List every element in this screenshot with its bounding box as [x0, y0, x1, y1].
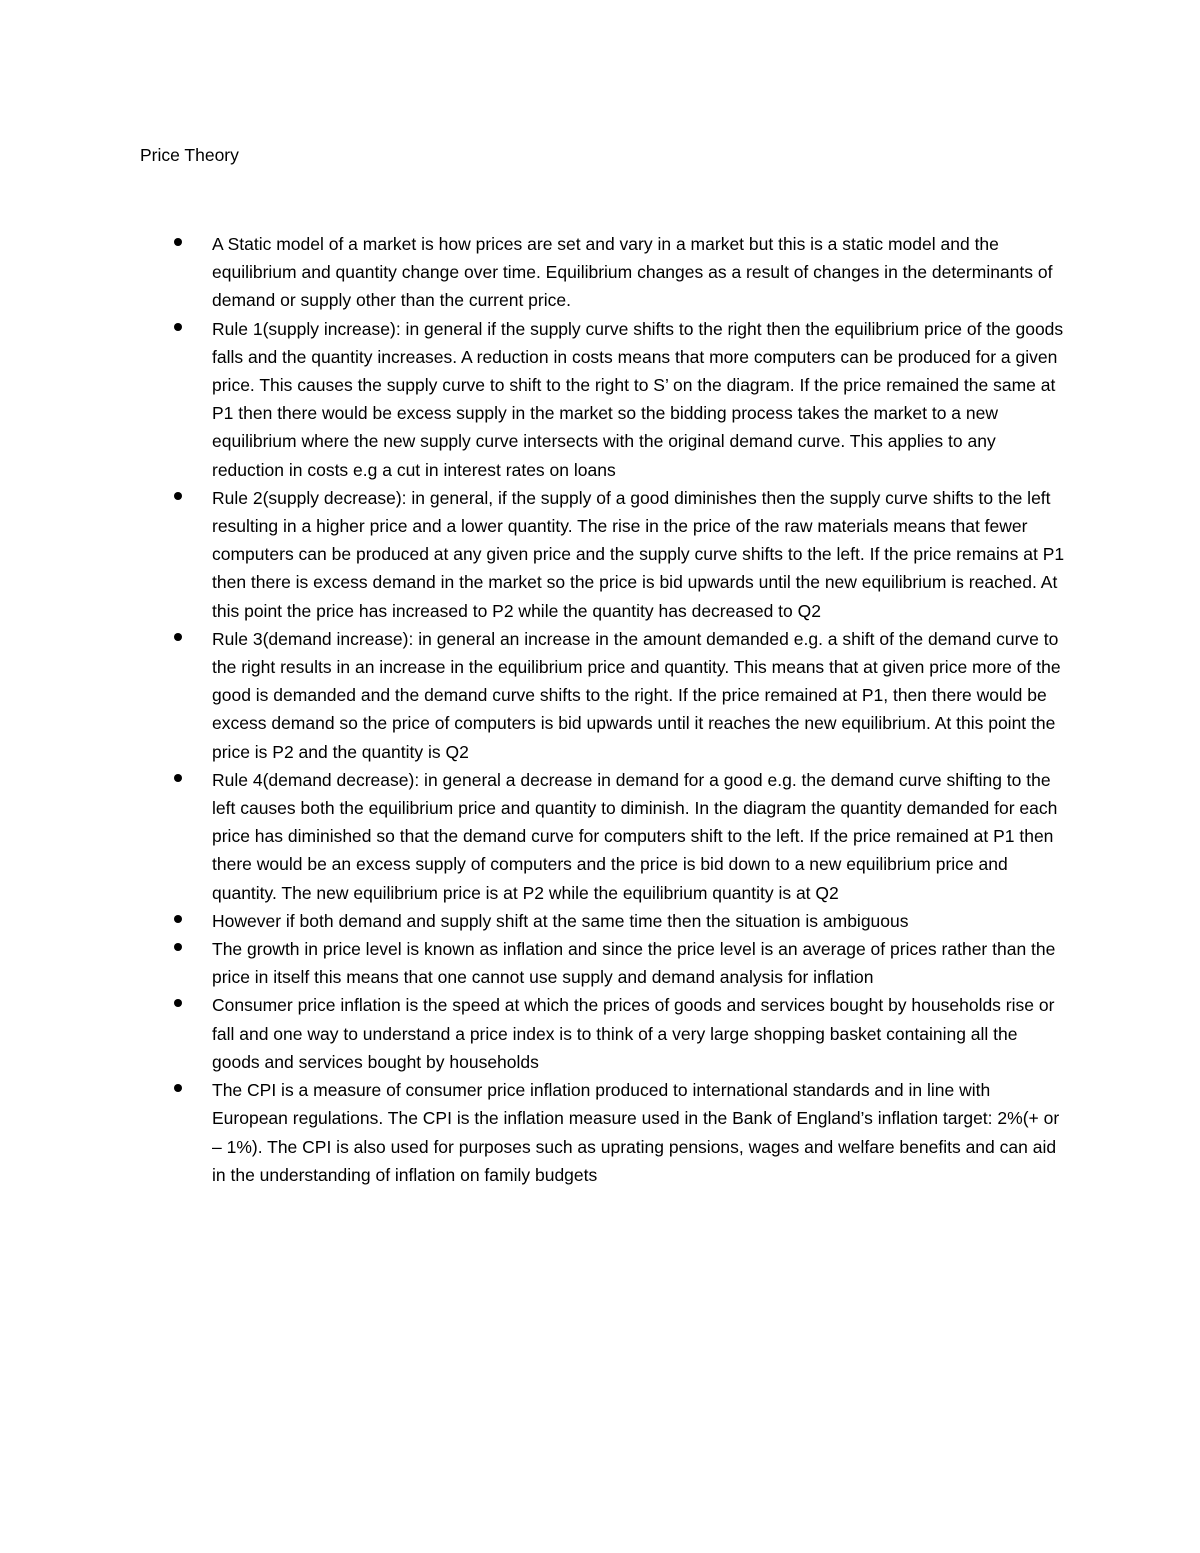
bullet-list — [140, 230, 1070, 1189]
bullet-text: The growth in price level is known as inflation and since the price level is an average of prices rather than the price in itself this means that one cannot use supply and demand analysis for inflation — [212, 939, 1056, 988]
bullet-item — [140, 991, 1070, 1076]
bullet-dot-icon — [174, 323, 182, 331]
bullet-item — [140, 766, 1070, 907]
bullet-dot-icon — [174, 633, 182, 641]
bullet-dot-icon — [174, 492, 182, 500]
bullet-dot-icon — [174, 999, 182, 1007]
bullet-text: Rule 3(demand increase): in general an increase in the amount demanded e.g. a shift of the demand curve to the right results in an increase in the equilibrium price and quantity. This means that at given price more of the good is demanded and the demand curve shifts to the right. If the price remained at P1, then there would be excess demand so the price of computers is bid upwards until it reaches the new equilibrium. At this point the price is P2 and the quantity is Q2 — [212, 628, 1061, 762]
bullet-item — [140, 230, 1070, 315]
bullet-dot-icon — [174, 915, 182, 923]
document-title: Price Theory — [140, 145, 239, 165]
bullet-item — [140, 625, 1070, 766]
bullet-text: The CPI is a measure of consumer price inflation produced to international standards and in line with European regulations. The CPI is the inflation measure used in the Bank of England’s inflation target: 2%(+ or – 1%). The CPI is also used for purposes such as uprating pensions, wages and welfare benefits and can aid in the understanding of inflation on family budgets — [212, 1080, 1060, 1185]
bullet-dot-icon — [174, 774, 182, 782]
bullet-item — [140, 484, 1070, 625]
bullet-text: Rule 2(supply decrease): in general, if the supply of a good diminishes then the supply curve shifts to the left resulting in a higher price and a lower quantity. The rise in the price of the raw materials means that fewer computers can be produced at any given price and the supply curve shifts to the left. If the price remains at P1 then there is excess demand in the market so the price is bid upwards until the new equilibrium is reached. At this point the price has increased to P2 while the quantity has decreased to Q2 — [212, 487, 1065, 621]
bullet-text: Rule 4(demand decrease): in general a decrease in demand for a good e.g. the demand curve shifting to the left causes both the equilibrium price and quantity to diminish. In the diagram the quantity demanded for each price has diminished so that the demand curve for computers shift to the left. If the price remained at P1 then there would be an excess supply of computers and the price is bid down to a new equilibrium price and quantity. The new equilibrium price is at P2 while the equilibrium quantity is at Q2 — [212, 769, 1058, 903]
bullet-item — [140, 1076, 1070, 1189]
bullet-dot-icon — [174, 238, 182, 246]
bullet-text: However if both demand and supply shift at the same time then the situation is ambiguous — [212, 910, 909, 931]
bullet-dot-icon — [174, 943, 182, 951]
bullet-item — [140, 315, 1070, 484]
bullet-dot-icon — [174, 1084, 182, 1092]
bullet-item — [140, 907, 1070, 935]
bullet-text: Rule 1(supply increase): in general if the supply curve shifts to the right then the equilibrium price of the goods falls and the quantity increases. A reduction in costs means that more computers can be produced for a given price. This causes the supply curve to shift to the right to S’ on the diagram. If the price remained the same at P1 then there would be excess supply in the market so the bidding process takes the market to a new equilibrium where the new supply curve intersects with the original demand curve. This applies to any reduction in costs e.g a cut in interest rates on loans — [212, 318, 1064, 480]
bullet-text: A Static model of a market is how prices are set and vary in a market but this is a static model and the equilibrium and quantity change over time. Equilibrium changes as a result of changes in the determinants of demand or supply other than the current price. — [212, 234, 1053, 311]
bullet-text: Consumer price inflation is the speed at which the prices of goods and services bought by households rise or fall and one way to understand a price index is to think of a very large shopping basket containing all the goods and services bought by households — [212, 995, 1055, 1072]
bullet-item — [140, 935, 1070, 991]
